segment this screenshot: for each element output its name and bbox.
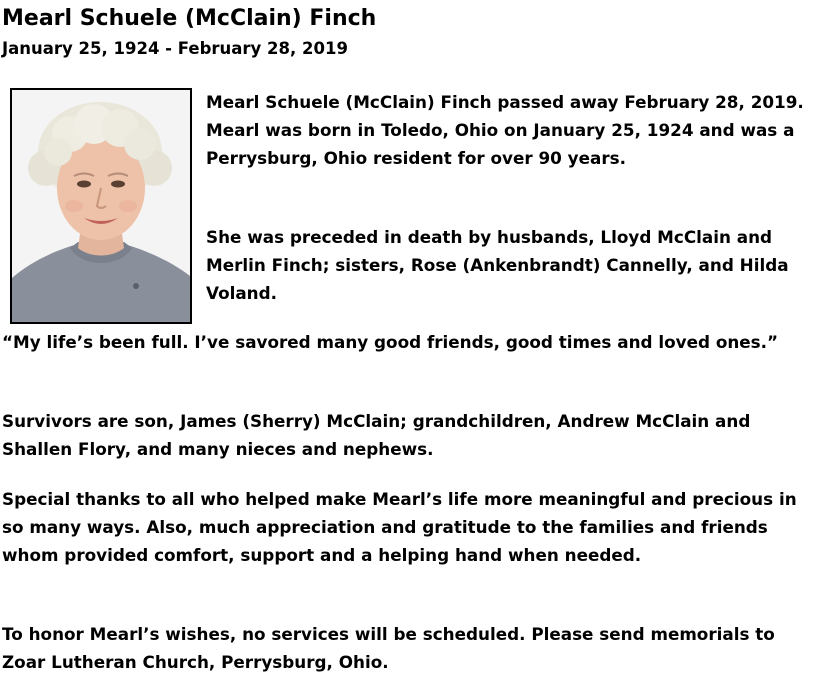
preceded-paragraph: She was preceded in death by husbands, Lloyd McClain and Merlin Finch; sisters, Rose (Ankenbrandt) Cannelly, and Hilda Voland. (206, 227, 789, 303)
life-dates: January 25, 1924 - February 28, 2019 (2, 39, 348, 58)
obituary-name-title: Mearl Schuele (McClain) Finch (2, 6, 377, 31)
survivors-paragraph: Survivors are son, James (Sherry) McClain; grandchildren, Andrew McClain and Shallen Flory, and many nieces and nephews. (2, 411, 751, 459)
portrait-photo (10, 88, 192, 324)
services-paragraph: To honor Mearl’s wishes, no services will be scheduled. Please send memorials to Zoar Lutheran Church, Perrysburg, Ohio. (2, 624, 775, 672)
quote-paragraph: “My life’s been full. I’ve savored many good friends, good times and loved ones.” (2, 332, 779, 352)
portrait-illustration (12, 90, 190, 322)
passing-paragraph: Mearl Schuele (McClain) Finch passed away February 28, 2019. Mearl was born in Toledo, Ohio on January 25, 1924 and was a Perrysburg, Ohio resident for over 90 years. (206, 92, 804, 168)
thanks-paragraph: Special thanks to all who helped make Mearl’s life more meaningful and precious in so many ways. Also, much appreciation and gratitude to the families and friends whom provided comfort, support and a helping hand when needed. (2, 489, 797, 565)
